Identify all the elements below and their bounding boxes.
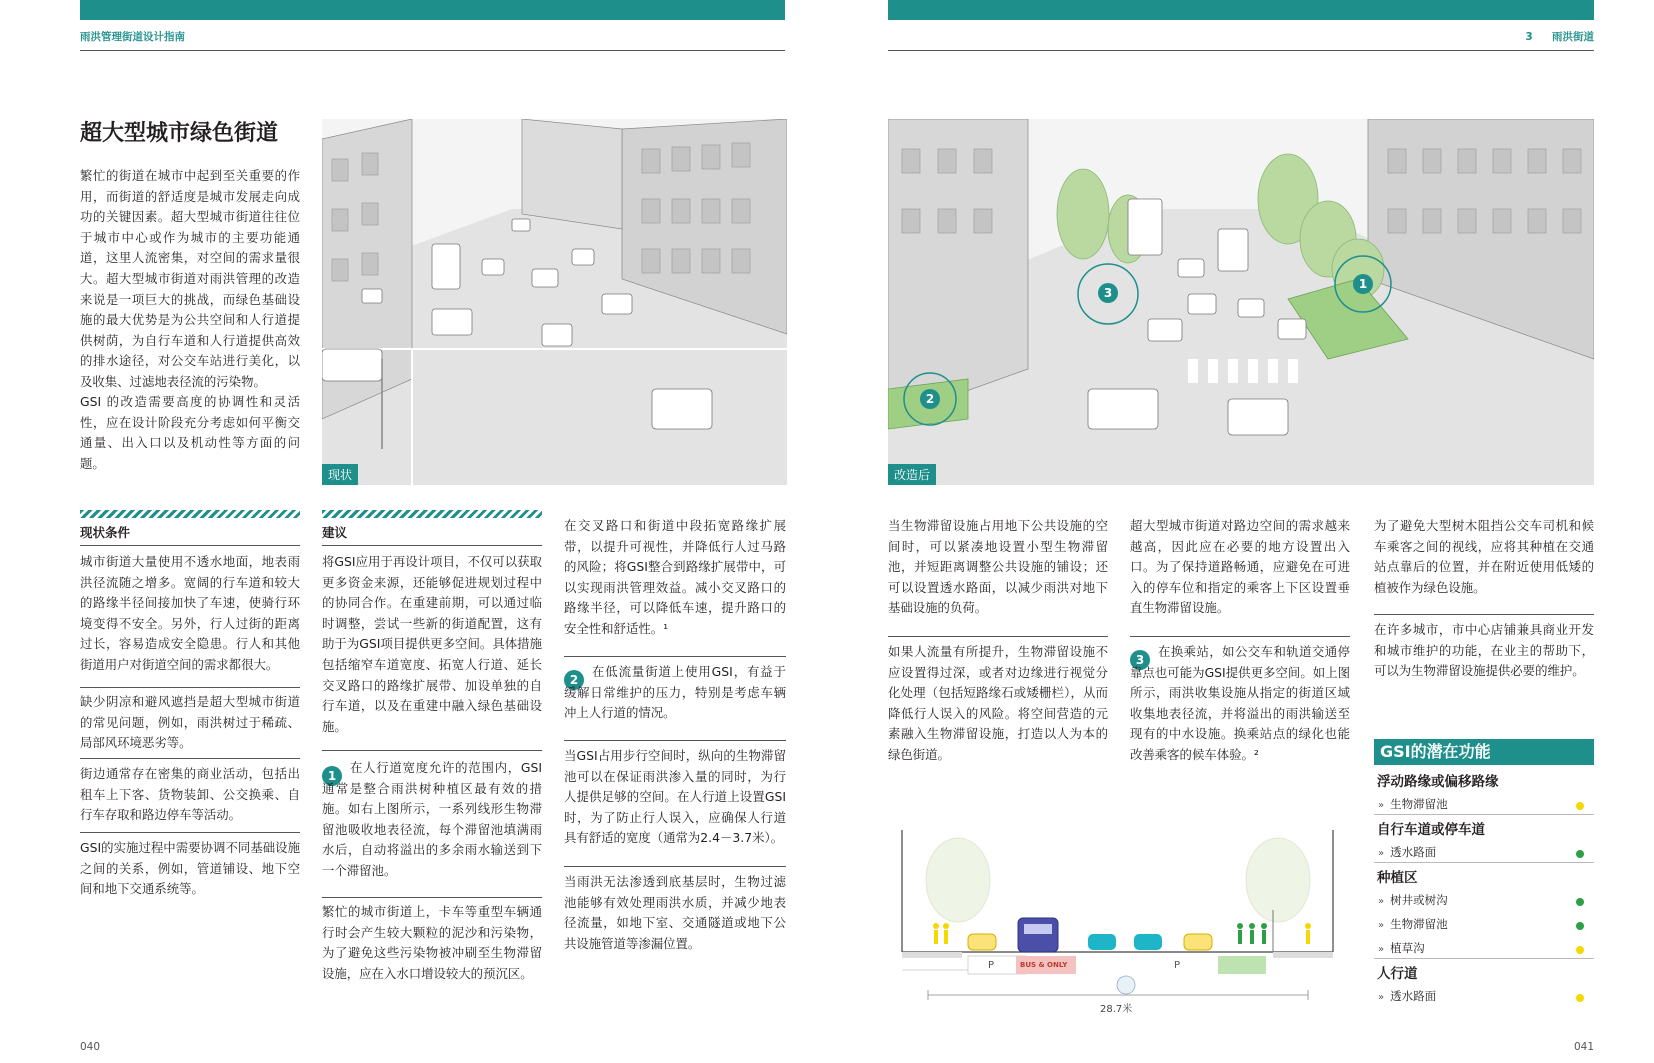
divider <box>564 866 786 867</box>
left-running-title: 雨洪管理街道设计指南 <box>80 31 185 43</box>
gsi-item: » 树井或树沟 <box>1378 893 1448 907</box>
col3-paragraph: 在交叉路口和街道中段拓宽路缘扩展带，以提升可视性，并降低行人过马路的风险；将GSI整合到路缘扩展带中，可以实现雨洪管理效益。减小交叉路口的路缘半径，可以降低车速，提升路口的安全性和舒适性。¹ <box>564 518 786 636</box>
gsi-rating-dot <box>1576 922 1584 930</box>
divider <box>1374 614 1594 615</box>
gsi-item: » 生物滞留池 <box>1378 917 1448 931</box>
gsi-group-bike-parking: 自行车道或停车道 <box>1377 822 1485 838</box>
gsi-group-sidewalk: 人行道 <box>1377 966 1418 982</box>
chevron-right-icon: » <box>1378 896 1385 907</box>
col6-paragraph: 在许多城市，市中心店铺兼具商业开发和城市维护的功能，在业主的帮助下，可以为生物滞留设施提供必要的维护。 <box>1374 622 1594 679</box>
after-street-drawing <box>888 119 1594 485</box>
divider <box>322 750 542 751</box>
gsi-item: » 透水路面 <box>1378 989 1437 1003</box>
section-hatch-recommend <box>322 510 542 518</box>
existing-paragraph: GSI的实施过程中需要协调不同基础设施之间的关系，例如，管道铺设、地下空间和地下交通系统等。 <box>80 840 300 897</box>
recommend-paragraph: 繁忙的城市街道上，卡车等重型车辆通行时会产生较大颗粒的泥沙和污染物，为了避免这些污染物被冲刷至生物滞留设施，应在入水口增设较大的预沉区。 <box>322 904 542 981</box>
chevron-right-icon: » <box>1378 944 1385 955</box>
existing-paragraph: 缺少阴凉和避风遮挡是超大型城市街道的常见问题，例如，雨洪树过于稀疏、局部风环境恶劣等。 <box>80 694 300 751</box>
divider <box>888 636 1108 637</box>
right-header-rule <box>888 50 1594 51</box>
gsi-group-planting: 种植区 <box>1377 870 1418 886</box>
recommend-item-1: 在人行道宽度允许的范围内，GSI通常是整合雨洪树种植区最有效的措施。如右上图所示，一系列线形生物滞留池吸收地表径流，每个滞留池填满雨水后，自动将溢出的多余雨水输送到下一个滞留池。 <box>322 760 542 878</box>
divider <box>1374 958 1594 959</box>
existing-conditions-title: 现状条件 <box>80 525 131 540</box>
parking-lane-label: P <box>988 960 995 971</box>
gsi-item: » 生物滞留池 <box>1378 797 1448 811</box>
section-hatch-existing <box>80 510 300 518</box>
col3-item-2: 在低流量街道上使用GSI，有益于缓解日常维护的压力，特别是考虑车辆冲上人行道的情况。 <box>564 664 786 721</box>
page-title: 超大型城市绿色街道 <box>80 121 279 146</box>
divider <box>80 758 300 759</box>
col6-paragraph: 为了避免大型树木阻挡公交车司机和候车乘客之间的视线，应将其种植在交通站点靠后的位置，并在附近使用低矮的植被作为绿色设施。 <box>1374 518 1594 595</box>
gsi-group-floating-curb: 浮动路缘或偏移路缘 <box>1377 774 1499 790</box>
left-header-rule <box>80 50 785 51</box>
gsi-functions-title: GSI的潜在功能 <box>1374 739 1594 765</box>
divider <box>80 545 300 546</box>
right-running-title <box>1525 29 1594 44</box>
callout-badge-3: 3 <box>1098 283 1118 303</box>
item-badge-3: 3 <box>1130 650 1150 670</box>
chevron-right-icon: » <box>1378 848 1385 859</box>
item-badge-1: 1 <box>322 766 342 786</box>
col5-paragraph: 超大型城市街道对路边空间的需求越来越高，因此应在必要的地方设置出入口。为了保持道路畅通，应避免在可进入的停车位和指定的乘客上下区设置垂直生物滞留设施。 <box>1130 518 1350 616</box>
item-badge-2: 2 <box>564 670 584 690</box>
col4-paragraph: 当生物滞留设施占用地下公共设施的空间时，可以紧凑地设置小型生物滞留池，并短距离调整公共设施的铺设；还可以设置透水路面，以减少雨洪对地下基础设施的负荷。 <box>888 518 1108 616</box>
after-street-illustration <box>888 119 1594 485</box>
bus-lane-label: BUS & ONLY <box>1020 961 1068 969</box>
parking-lane-label: P <box>1174 960 1181 971</box>
chevron-right-icon: » <box>1378 992 1385 1003</box>
col3-paragraph: 当GSI占用步行空间时，纵向的生物滞留池可以在保证雨洪渗入量的同时，为行人提供足够的空间。在人行道上设置GSI时，为了防止行人误入，应确保人行道具有舒适的宽度（通常为2.4－3.7米）。 <box>564 748 786 846</box>
divider <box>322 545 542 546</box>
recommendations-title: 建议 <box>322 525 348 540</box>
intro-paragraph: 繁忙的街道在城市中起到至关重要的作用，而街道的舒适度是城市发展走向成功的关键因素。超大型城市街道往往位于城市中心或作为城市的主要功能通道，这里人流密集，对空间的需求量很大。超大型城市街道对雨洪管理的改造来说是一项巨大的挑战，而绿色基础设施的最大优势是为公共空间和人行道提供树荫，为自行车道和人行道提供高效的排水途径，对公交车站进行美化，以及收集、过滤地表径流的污染物。 <box>80 168 300 389</box>
callout-badge-2: 2 <box>920 389 940 409</box>
existing-paragraph: 街边通常存在密集的商业活动，包括出租车上下客、货物装卸、公交换乘、自行车存取和路边停车等活动。 <box>80 766 300 823</box>
col5-item-3: 在换乘站，如公交车和轨道交通停靠点也可能为GSI提供更多空间。如上图所示，雨洪收集设施从指定的街道区域收集地表径流，并将溢出的雨洪输送至现有的中水设施。换乘站点的绿化也能改善乘客的候车体验。² <box>1130 644 1350 762</box>
page-number-left: 040 <box>80 1041 101 1053</box>
col4-paragraph: 如果人流量有所提升，生物滞留设施不应设置得过深，或者对边缘进行视觉分化处理（包括短路缘石或矮栅栏），从而降低行人误入的风险。将空间营造的元素融入生物滞留设施，打造以人为本的绿色街道。 <box>888 644 1108 762</box>
page-number-right: 041 <box>1574 1041 1595 1053</box>
gsi-item: » 透水路面 <box>1378 845 1437 859</box>
left-header-bar <box>80 0 785 20</box>
intro-paragraph: GSI 的改造需要高度的协调性和灵活性，应在设计阶段充分考虑如何平衡交通量、出入口以及机动性等方面的问题。 <box>80 394 300 471</box>
col3-paragraph: 当雨洪无法渗透到底基层时，生物过滤池能够有效处理雨洪水质，并减少地表径流量，如地下室、交通隧道或地下公共设施管道等渗漏位置。 <box>564 874 786 951</box>
chevron-right-icon: » <box>1378 800 1385 811</box>
gsi-rating-dot <box>1576 802 1584 810</box>
after-label: 改造后 <box>888 464 936 485</box>
section-width-label: 28.7米 <box>1100 1004 1133 1015</box>
gsi-rating-dot <box>1576 850 1584 858</box>
divider <box>564 740 786 741</box>
before-label: 现状 <box>322 464 358 485</box>
gsi-rating-dot <box>1576 898 1584 906</box>
divider <box>1130 636 1350 637</box>
chapter-number: 3 <box>1525 31 1533 43</box>
chevron-right-icon: » <box>1378 920 1385 931</box>
street-section-diagram <box>888 820 1350 1020</box>
divider <box>322 897 542 898</box>
divider <box>1374 814 1594 815</box>
gsi-rating-dot <box>1576 946 1584 954</box>
callout-badge-1: 1 <box>1353 274 1373 294</box>
existing-paragraph: 城市街道大量使用不透水地面，地表雨洪径流随之增多。宽阔的行车道和较大的路缘半径间接加快了车速，使骑行环境变得不安全。另外，行人过街的距离过长，容易造成安全隐患。行人和其他街道用户对街道空间的需求都很大。 <box>80 554 300 672</box>
before-street-drawing <box>322 119 787 485</box>
gsi-item: » 植草沟 <box>1378 941 1425 955</box>
divider <box>564 656 786 657</box>
recommend-paragraph: 将GSI应用于再设计项目，不仅可以获取更多资金来源，还能够促进规划过程中的协同合作。在重建前期，可以通过临时调整，尝试一些新的街道配置，这有助于为GSI项目提供更多空间。具体措施包括缩窄车道宽度、拓宽人行道、延长交叉路口的路缘扩展带、加设单独的自行车道，以及在重建中融入绿色基础设施。 <box>322 554 542 734</box>
divider <box>1374 862 1594 863</box>
street-section-drawing <box>888 820 1350 1020</box>
right-header-bar <box>888 0 1594 20</box>
gsi-rating-dot <box>1576 994 1584 1002</box>
before-street-illustration <box>322 119 787 485</box>
divider <box>80 832 300 833</box>
chapter-title: 雨洪街道 <box>1552 31 1594 43</box>
divider <box>80 687 300 688</box>
